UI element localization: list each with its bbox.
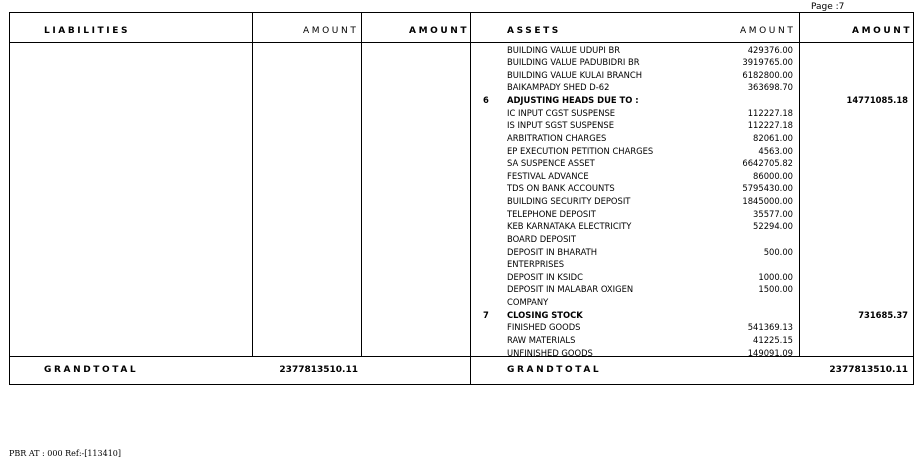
row-description: IC INPUT CGST SUSPENSE [507,107,616,118]
asset-row [0,44,920,57]
grand-total-liabilities-label: GRANDTOTAL [44,365,139,375]
asset-row [0,258,920,271]
asset-row [0,132,920,145]
row-description: BUILDING SECURITY DEPOSIT [507,196,631,207]
footer-reference: PBR AT : 000 Ref:-[113410] [9,449,121,458]
row-description: EP EXECUTION PETITION CHARGES [507,145,654,156]
row-description: RAW MATERIALS [507,334,576,345]
row-description: DEPOSIT IN KSIDC [507,271,583,282]
row-amount: 86000.00 [753,170,793,181]
row-description: ENTERPRISES [507,259,565,270]
row-amount: 112227.18 [747,120,793,131]
page-number: Page :7 [811,2,845,12]
asset-row [0,56,920,69]
header-amount-2: AMOUNT [409,26,470,36]
row-amount: 35577.00 [753,208,793,219]
row-amount: 541369.13 [747,322,793,333]
row-amount: 4563.00 [758,145,793,156]
row-description: ARBITRATION CHARGES [507,132,607,143]
asset-row [0,271,920,284]
row-amount: 500.00 [763,246,793,257]
row-description: BUILDING VALUE UDUPI BR [507,44,621,55]
row-description: SA SUSPENCE ASSET [507,158,595,169]
row-amount: 5795430.00 [742,183,793,194]
asset-row [0,296,920,309]
row-amount: 112227.18 [747,107,793,118]
row-amount: 149091.09 [747,347,793,358]
row-description: DEPOSIT IN MALABAR OXIGEN [507,284,634,295]
header-assets: ASSETS [507,26,561,36]
row-total: 14771085.18 [846,95,908,106]
grand-total-liabilities-amount: 2377813510.11 [279,365,358,375]
asset-row [0,145,920,158]
row-description: TELEPHONE DEPOSIT [507,208,596,219]
asset-row [0,182,920,195]
row-amount: 6642705.82 [742,158,793,169]
asset-row [0,321,920,334]
row-description: BUILDING VALUE KULAI BRANCH [507,69,643,80]
row-description: FESTIVAL ADVANCE [507,170,589,181]
row-amount: 6182800.00 [742,69,793,80]
row-total: 731685.37 [858,309,908,320]
row-number: 7 [483,309,489,320]
row-amount: 1845000.00 [742,196,793,207]
asset-row [0,195,920,208]
row-amount: 429376.00 [747,44,793,55]
header-amount-1: AMOUNT [303,26,359,36]
row-description: KEB KARNATAKA ELECTRICITY [507,221,632,232]
asset-row [0,220,920,233]
asset-group-row [0,309,920,322]
row-description: CLOSING STOCK [507,309,583,320]
row-description: BAIKAMPADY SHED D-62 [507,82,610,93]
row-description: BUILDING VALUE PADUBIDRI BR [507,57,640,68]
asset-row [0,233,920,246]
asset-row [0,69,920,82]
row-amount: 1000.00 [758,271,793,282]
asset-row [0,170,920,183]
asset-row [0,107,920,120]
row-description: COMPANY [507,297,549,308]
asset-row [0,81,920,94]
row-description: BOARD DEPOSIT [507,233,576,244]
row-description: TDS ON BANK ACCOUNTS [507,183,615,194]
grand-total-assets-amount: 2377813510.11 [829,365,908,375]
row-amount: 363698.70 [747,82,793,93]
row-amount: 41225.15 [753,334,793,345]
row-number: 6 [483,95,489,106]
row-amount: 52294.00 [753,221,793,232]
header-liabilities: LIABILITIES [44,26,131,36]
row-amount: 3919765.00 [742,57,793,68]
asset-row [0,334,920,347]
row-description: FINISHED GOODS [507,322,581,333]
row-description: DEPOSIT IN BHARATH [507,246,598,257]
row-amount: 1500.00 [758,284,793,295]
row-description: UNFINISHED GOODS [507,347,593,358]
row-amount: 82061.00 [753,132,793,143]
asset-group-row [0,94,920,107]
asset-row [0,119,920,132]
header-amount-3: AMOUNT [740,26,796,36]
row-description: ADJUSTING HEADS DUE TO : [507,95,639,106]
asset-row [0,208,920,221]
asset-row [0,283,920,296]
header-amount-4: AMOUNT [852,26,913,36]
asset-row [0,157,920,170]
row-description: IS INPUT SGST SUSPENSE [507,120,615,131]
asset-row [0,246,920,259]
asset-row [0,347,920,360]
grand-total-assets-label: GRANDTOTAL [507,365,602,375]
